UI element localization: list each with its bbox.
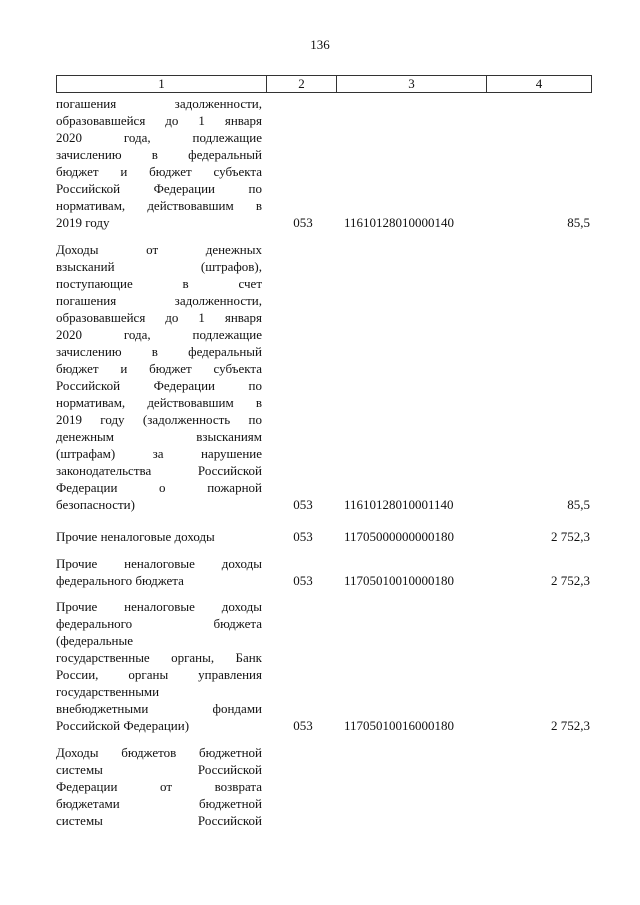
row-amount: 2 752,3 — [551, 573, 590, 588]
header-col-1: 1 — [57, 76, 267, 92]
description-line: нормативам, действовавшим в — [56, 198, 262, 213]
description-line: взысканий (штрафов), — [56, 259, 262, 274]
description-line: (штрафам) за нарушение — [56, 446, 262, 461]
description-line: Федерации о пожарной — [56, 480, 262, 495]
description-line: зачислению в федеральный — [56, 147, 262, 162]
row-amount: 85,5 — [567, 215, 590, 230]
description-line: 2020 года, подлежащие — [56, 327, 262, 342]
description-line: 2019 году (задолженность по — [56, 412, 262, 427]
table-row — [56, 744, 592, 829]
description-line: денежным взысканиям — [56, 429, 262, 444]
header-col-4: 4 — [535, 76, 543, 91]
description-line: Российской Федерации по — [56, 181, 262, 196]
description-line: образовавшейся до 1 января — [56, 113, 262, 128]
description-line: Прочие неналоговые доходы — [56, 599, 262, 614]
row-admin-code: 053 — [293, 215, 313, 230]
description-line: системы Российской — [56, 762, 262, 777]
description-line: Федерации от возврата — [56, 779, 262, 794]
description-line: погашения задолженности, — [56, 293, 262, 308]
description-line: законодательства Российской — [56, 463, 262, 478]
description-line: России, органы управления — [56, 667, 262, 682]
description-line: системы Российской — [56, 813, 262, 828]
description-line: государственными — [56, 684, 160, 699]
description-line: 2019 году — [56, 215, 110, 230]
row-amount: 85,5 — [567, 497, 590, 512]
description-line: зачислению в федеральный — [56, 344, 262, 359]
description-line: бюджет и бюджет субъекта — [56, 361, 262, 376]
row-budget-code: 11610128010000140 — [344, 215, 455, 230]
row-budget-code: 11705000000000180 — [344, 529, 455, 544]
row-budget-code: 11610128010001140 — [344, 497, 454, 512]
description-line: Доходы от денежных — [56, 242, 262, 257]
description-line: бюджет и бюджет субъекта — [56, 164, 262, 179]
description-line: (федеральные — [56, 633, 133, 648]
table-row — [56, 241, 592, 513]
table-row — [56, 598, 592, 734]
row-amount: 2 752,3 — [551, 529, 590, 544]
table-header — [56, 75, 592, 93]
description-line: Доходы бюджетов бюджетной — [56, 745, 262, 760]
row-admin-code: 053 — [293, 529, 313, 544]
description-line: образовавшейся до 1 января — [56, 310, 262, 325]
row-admin-code: 053 — [293, 573, 313, 588]
row-description — [56, 555, 262, 589]
description-line: внебюджетными фондами — [56, 701, 262, 716]
table-row — [56, 95, 592, 231]
row-amount: 2 752,3 — [551, 718, 590, 733]
table-row — [56, 555, 592, 589]
description-line: Прочие неналоговые доходы — [56, 556, 262, 571]
description-line: Прочие неналоговые доходы — [56, 529, 215, 544]
description-line: 2020 года, подлежащие — [56, 130, 262, 145]
row-description — [56, 241, 262, 513]
description-line: государственные органы, Банк — [56, 650, 262, 665]
header-col-3: 3 — [337, 76, 487, 92]
description-line: погашения задолженности, — [56, 96, 262, 111]
description-line: бюджетами бюджетной — [56, 796, 262, 811]
description-line: Российской Федерации) — [56, 718, 190, 733]
table-row — [56, 528, 592, 545]
description-line: федерального бюджета — [56, 616, 262, 631]
description-line: поступающие в счет — [56, 276, 262, 291]
row-admin-code: 053 — [293, 718, 313, 733]
page-number: 136 — [310, 37, 330, 52]
row-budget-code: 11705010010000180 — [344, 573, 455, 588]
description-line: федерального бюджета — [56, 573, 184, 588]
row-description — [56, 744, 262, 829]
description-line: безопасности) — [56, 497, 135, 512]
header-col-2: 2 — [267, 76, 337, 92]
row-description — [56, 598, 262, 734]
description-line: Российской Федерации по — [56, 378, 262, 393]
description-line: нормативам, действовавшим в — [56, 395, 262, 410]
row-admin-code: 053 — [293, 497, 313, 512]
row-description — [56, 95, 262, 231]
row-budget-code: 11705010016000180 — [344, 718, 455, 733]
row-description — [56, 528, 262, 545]
